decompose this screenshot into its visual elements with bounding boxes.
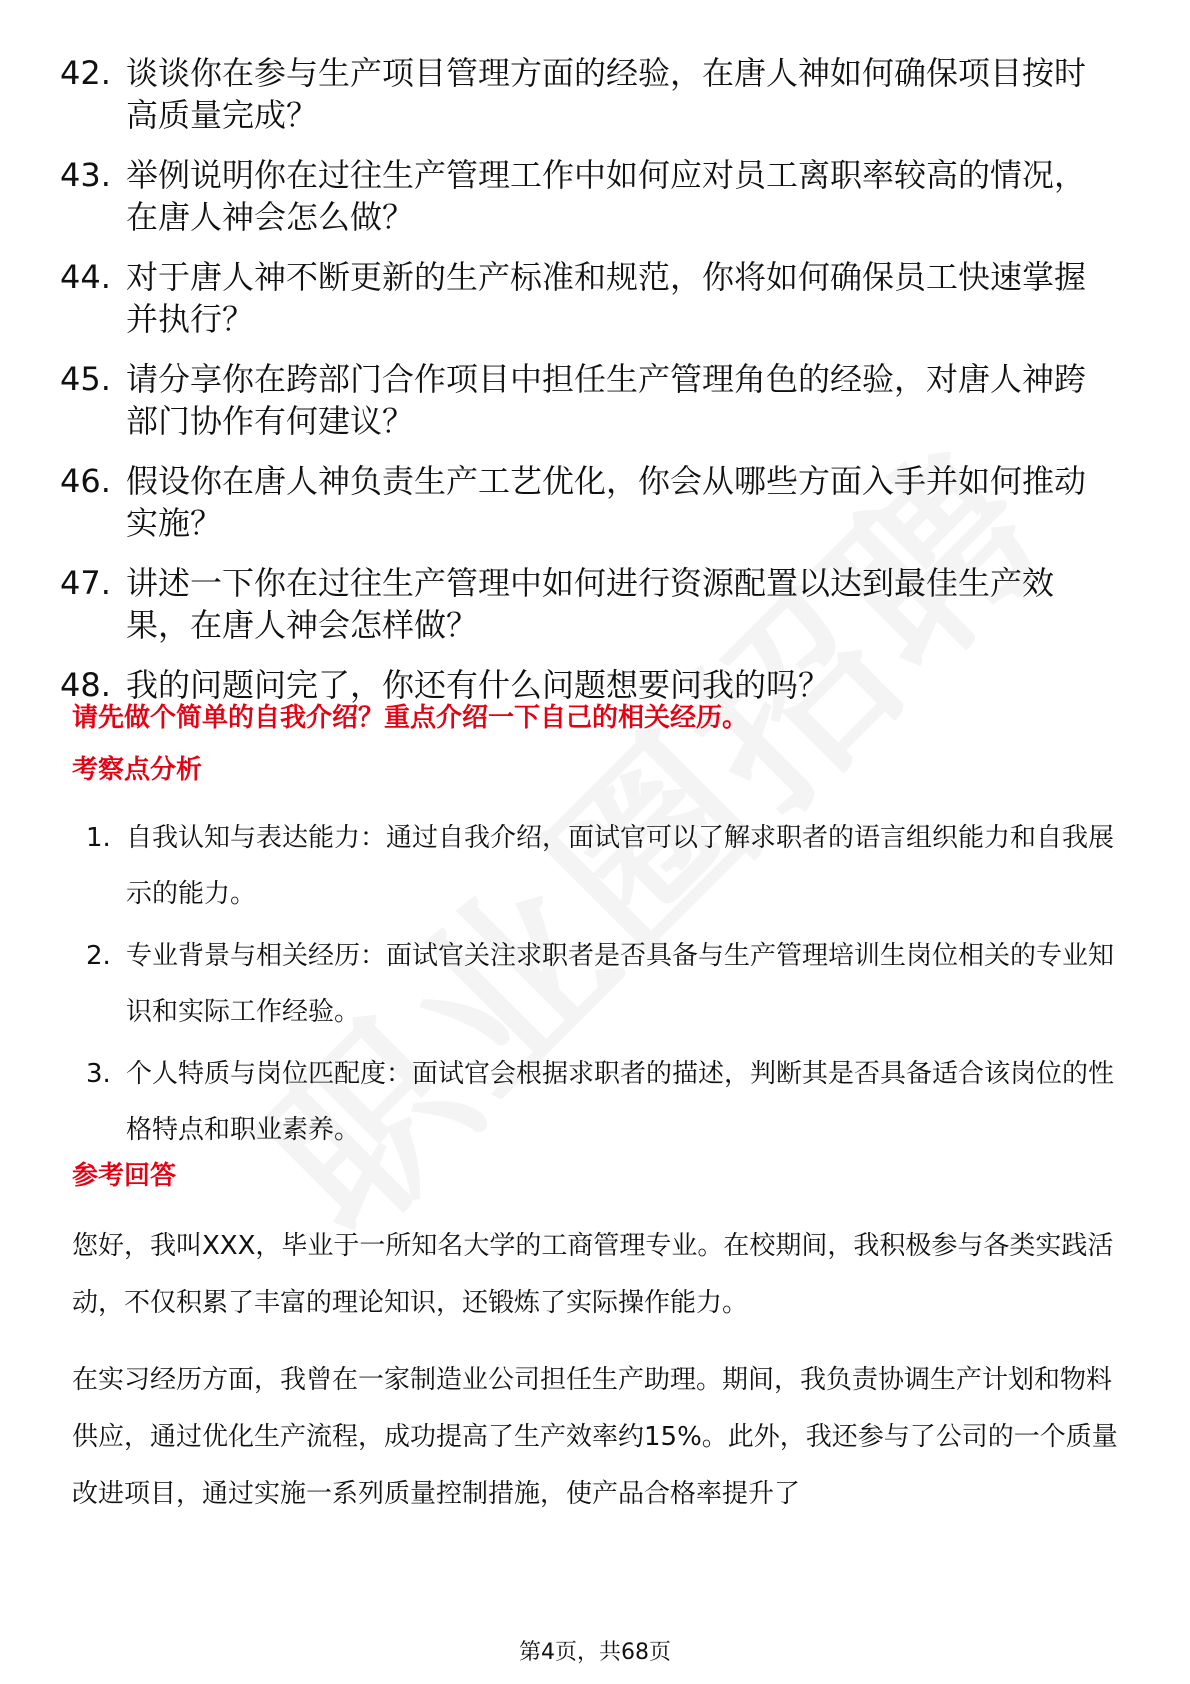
question-text: 谈谈你在参与生产项目管理方面的经验，在唐人神如何确保项目按时高质量完成？	[126, 54, 1087, 134]
question-number: 46.	[60, 462, 111, 500]
answer-paragraph: 在实习经历方面，我曾在一家制造业公司担任生产助理。期间，我负责协调生产计划和物料供应，通过优化生产流程，成功提高了生产效率约15%。此外，我还参与了公司的一个质量改进项目，通过实施一系列质量控制措施，使产品合格率提升了	[72, 1365, 1118, 1509]
analysis-number: 3.	[86, 1059, 111, 1089]
question-number: 45.	[60, 360, 111, 398]
question-text: 请分享你在跨部门合作项目中担任生产管理角色的经验，对唐人神跨部门协作有何建议？	[126, 360, 1087, 440]
analysis-item	[86, 1046, 1116, 1158]
question-item	[60, 154, 1120, 238]
analysis-text: 个人特质与岗位匹配度：面试官会根据求职者的描述，判断其是否具备适合该岗位的性格特点和职业素养。	[126, 1059, 1115, 1145]
question-heading: 请先做个简单的自我介绍？重点介绍一下自己的相关经历。	[72, 703, 749, 733]
question-text: 假设你在唐人神负责生产工艺优化，你会从哪些方面入手并如何推动实施？	[126, 462, 1087, 542]
question-item	[60, 358, 1120, 442]
analysis-list	[86, 810, 1116, 1164]
question-number: 42.	[60, 54, 111, 92]
question-item	[60, 52, 1120, 136]
question-text: 我的问题问完了，你还有什么问题想要问我的吗？	[126, 666, 831, 704]
analysis-number: 2.	[86, 941, 111, 971]
question-text: 举例说明你在过往生产管理工作中如何应对员工离职率较高的情况，在唐人神会怎么做？	[126, 156, 1087, 236]
page-footer: 第4页，共68页	[519, 1640, 671, 1665]
analysis-item	[86, 810, 1116, 922]
question-text: 讲述一下你在过往生产管理中如何进行资源配置以达到最佳生产效果，在唐人神会怎样做？	[126, 564, 1055, 644]
question-item	[60, 460, 1120, 544]
question-item	[60, 256, 1120, 340]
question-number: 43.	[60, 156, 111, 194]
question-number: 47.	[60, 564, 111, 602]
question-number: 48.	[60, 666, 111, 704]
analysis-item	[86, 928, 1116, 1040]
analysis-number: 1.	[86, 823, 111, 853]
answer-heading: 参考回答	[72, 1161, 177, 1191]
question-list	[60, 52, 1120, 724]
answer-paragraph: 您好，我叫XXX，毕业于一所知名大学的工商管理专业。在校期间，我积极参与各类实践活动，不仅积累了丰富的理论知识，还锻炼了实际操作能力。	[72, 1231, 1114, 1318]
question-item	[60, 562, 1120, 646]
analysis-heading: 考察点分析	[72, 755, 203, 785]
analysis-text: 自我认知与表达能力：通过自我介绍，面试官可以了解求职者的语言组织能力和自我展示的能力。	[126, 823, 1115, 909]
question-number: 44.	[60, 258, 111, 296]
question-text: 对于唐人神不断更新的生产标准和规范，你将如何确保员工快速掌握并执行？	[126, 258, 1087, 338]
analysis-text: 专业背景与相关经历：面试官关注求职者是否具备与生产管理培训生岗位相关的专业知识和实际工作经验。	[126, 941, 1115, 1027]
